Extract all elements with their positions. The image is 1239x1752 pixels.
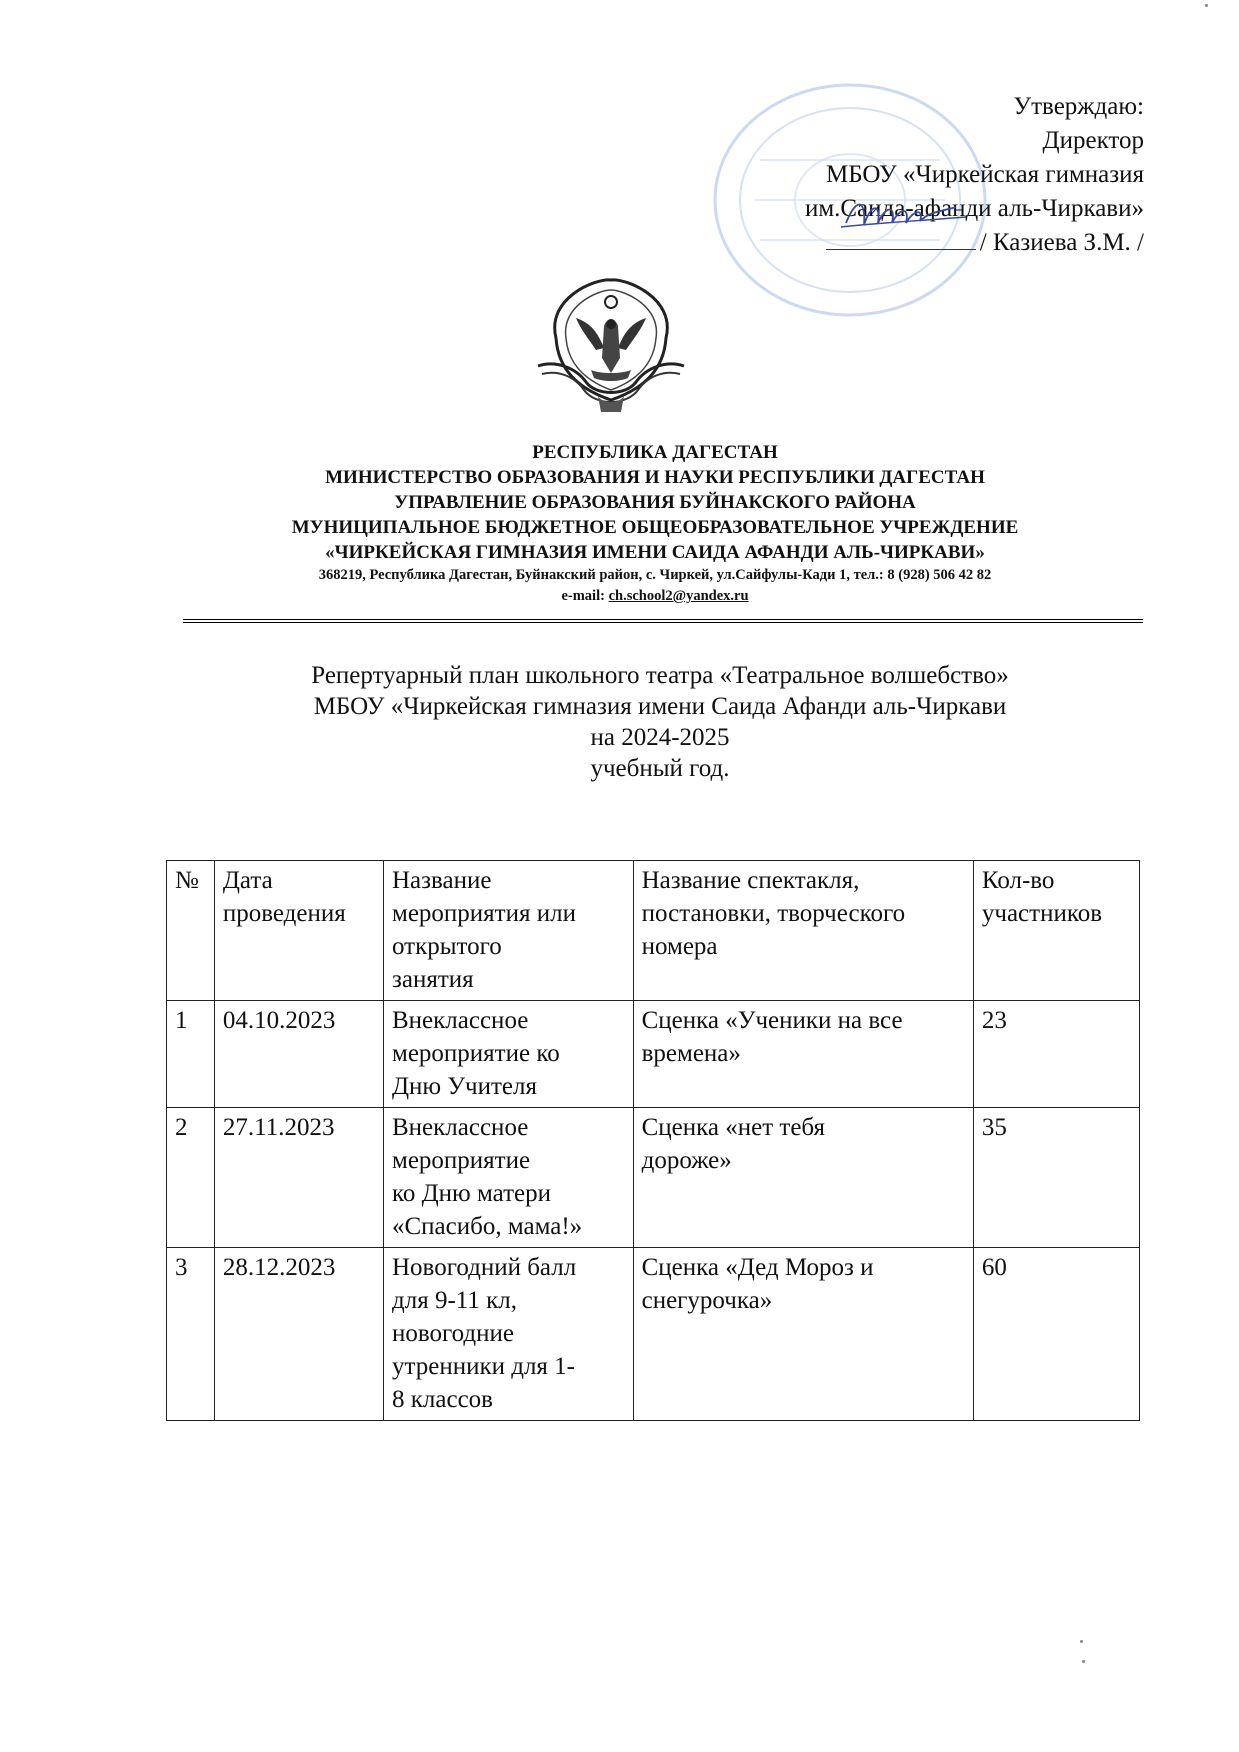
column-header-performance: Название спектакля, постановки, творческого номера — [633, 861, 973, 1001]
column-header-date: Дата проведения — [214, 861, 383, 1001]
cell-event: Внеклассное мероприятие ко Дню матери «Спасибо, мама!» — [384, 1108, 634, 1248]
cell-participants: 35 — [973, 1108, 1139, 1248]
signature-icon — [826, 193, 976, 233]
document-title — [180, 660, 1140, 784]
school-email — [140, 586, 1170, 607]
school-name: «ЧИРКЕЙСКАЯ ГИМНАЗИЯ ИМЕНИ САИДА АФАНДИ АЛЬ-ЧИРКАВИ» — [325, 542, 985, 563]
cell-performance: Сценка «Ученики на все времена» — [633, 1001, 973, 1108]
title-line-1: Репертуарный план школьного театра «Театральное волшебство» — [311, 662, 1009, 689]
coat-of-arms-icon — [536, 278, 686, 418]
school-address: 368219, Республика Дагестан, Буйнакский район, с. Чиркей, ул.Сайфулы-Кади 1, тел.: 8 (928) 506 42 82 — [318, 567, 992, 583]
table-row — [167, 1248, 1140, 1421]
letterhead-divider-thin — [183, 622, 1143, 623]
approval-school: МБОУ «Чиркейская гимназия — [825, 161, 1144, 188]
cell-date: 04.10.2023 — [214, 1001, 383, 1108]
table-row — [167, 1001, 1140, 1108]
email-link[interactable]: ch.school2@yandex.ru — [608, 588, 749, 604]
repertoire-table — [166, 860, 1140, 1421]
email-label: e-mail: — [561, 588, 609, 604]
approval-school-name: им.Саида-афанди аль-Чиркави» — [804, 195, 1144, 222]
scan-speck — [1205, 4, 1208, 7]
cell-number: 1 — [167, 1001, 215, 1108]
title-line-4: учебный год. — [590, 755, 730, 782]
ministry-name: МИНИСТЕРСТВО ОБРАЗОВАНИЯ И НАУКИ РЕСПУБЛИКИ ДАГЕСТАН — [325, 467, 985, 488]
cell-date: 28.12.2023 — [214, 1248, 383, 1421]
title-line-3: на 2024-2025 — [590, 724, 730, 751]
cell-performance: Сценка «нет тебя дороже» — [633, 1108, 973, 1248]
scan-speck — [1082, 1660, 1085, 1663]
approval-block — [684, 90, 1144, 260]
approval-heading: Утверждаю: — [1013, 93, 1144, 120]
table-row — [167, 1108, 1140, 1248]
scan-speck — [1080, 1640, 1083, 1643]
cell-event: Внеклассное мероприятие ко Дню Учителя — [384, 1001, 634, 1108]
cell-number: 3 — [167, 1248, 215, 1421]
column-header-number: № — [167, 861, 215, 1001]
signature-blank — [826, 227, 976, 250]
department-name: УПРАВЛЕНИЕ ОБРАЗОВАНИЯ БУЙНАКСКОГО РАЙОНА — [394, 492, 916, 513]
approval-position: Директор — [1042, 127, 1144, 154]
letterhead-divider — [183, 619, 1143, 620]
cell-participants: 23 — [973, 1001, 1139, 1108]
cell-event: Новогодний балл для 9-11 кл, новогодние утренники для 1- 8 классов — [384, 1248, 634, 1421]
letterhead — [140, 440, 1170, 607]
approval-director-name: / Казиева З.М. / — [979, 229, 1144, 256]
cell-performance: Сценка «Дед Мороз и снегурочка» — [633, 1248, 973, 1421]
institution-type: МУНИЦИПАЛЬНОЕ БЮДЖЕТНОЕ ОБЩЕОБРАЗОВАТЕЛЬНОЕ УЧРЕЖДЕНИЕ — [291, 517, 1019, 538]
republic-name: РЕСПУБЛИКА ДАГЕСТАН — [532, 442, 778, 463]
column-header-participants: Кол-во участников — [973, 861, 1139, 1001]
table-header-row — [167, 861, 1140, 1001]
cell-participants: 60 — [973, 1248, 1139, 1421]
cell-date: 27.11.2023 — [214, 1108, 383, 1248]
title-line-2: МБОУ «Чиркейская гимназия имени Саида Афанди аль-Чиркави — [313, 693, 1007, 720]
cell-number: 2 — [167, 1108, 215, 1248]
signature-line — [684, 226, 1144, 260]
column-header-event: Название мероприятия или открытого занятия — [384, 861, 634, 1001]
